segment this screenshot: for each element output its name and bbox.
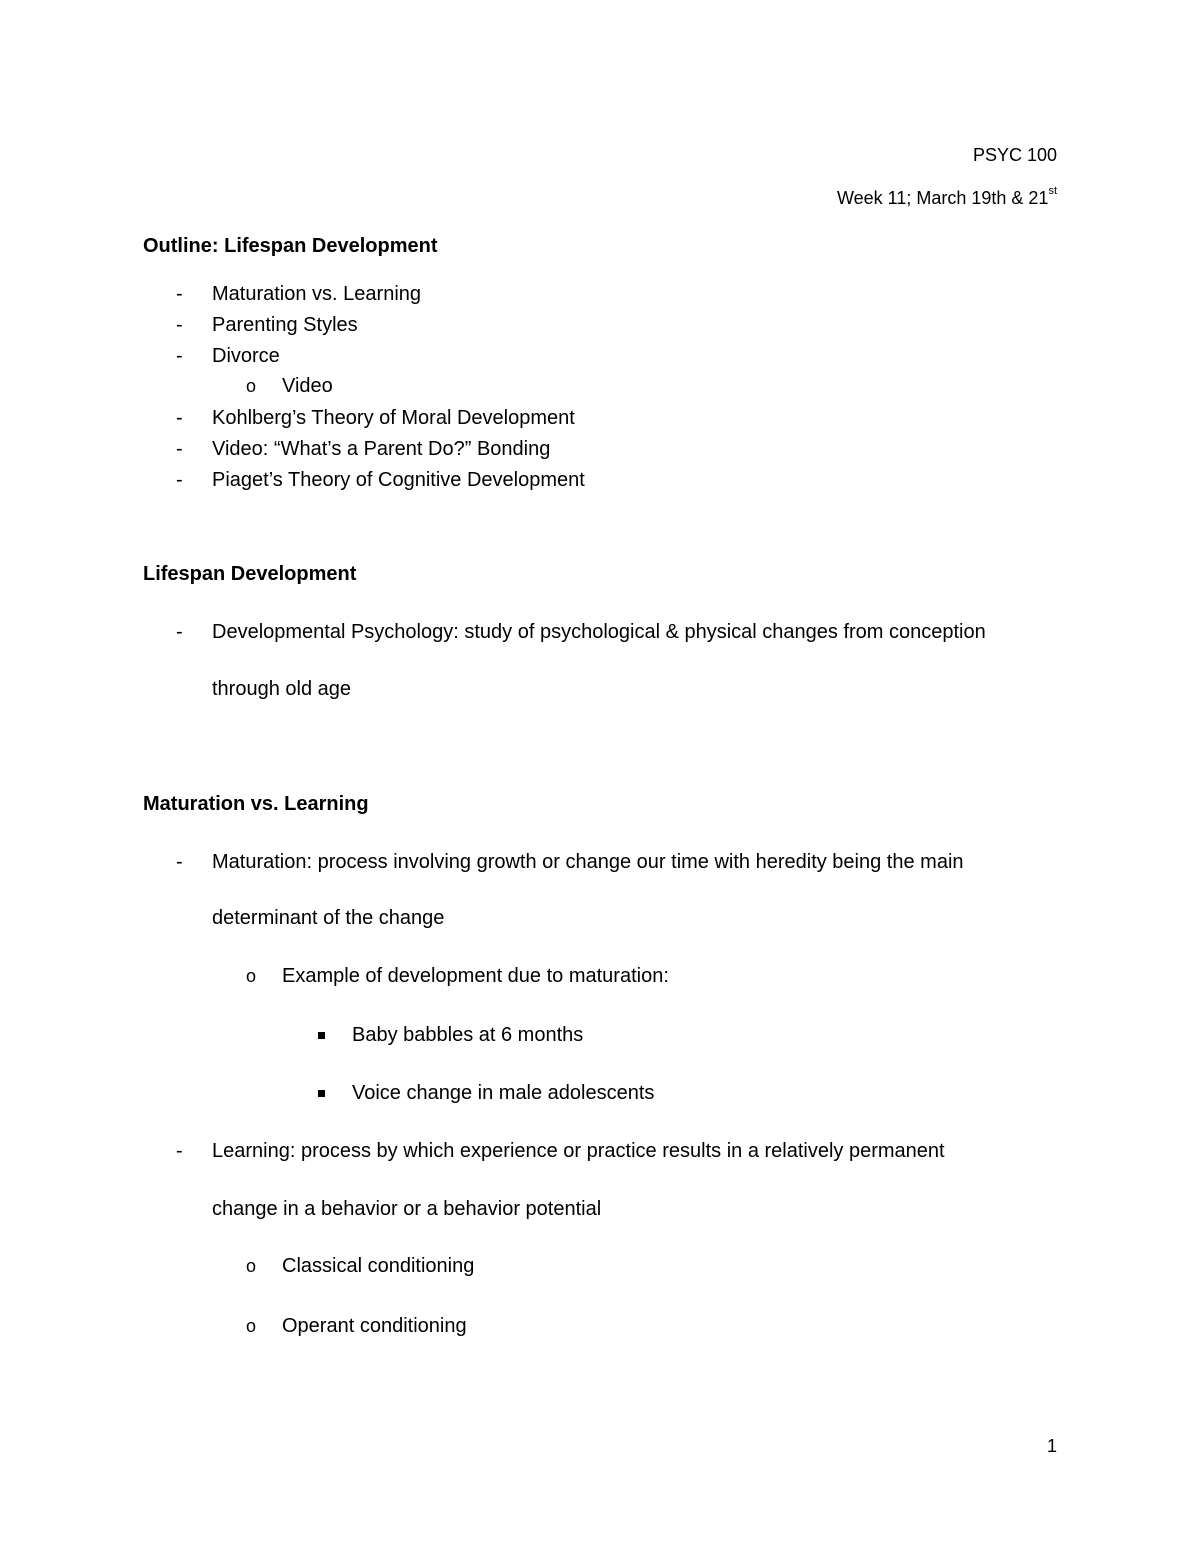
outline-item: Video: “What’s a Parent Do?” Bonding — [212, 438, 551, 460]
bullet-dash: - — [176, 283, 183, 305]
week-date-suffix: st — [1048, 185, 1057, 197]
bullet-circle: o — [246, 1256, 257, 1276]
definition-line: Developmental Psychology: study of psychological & physical changes from conception — [212, 621, 986, 643]
example-line: Example of development due to maturation: — [282, 965, 669, 987]
outline-subitem: Video — [282, 375, 333, 397]
outline-heading: Outline: Lifespan Development — [143, 235, 438, 257]
lifespan-heading: Lifespan Development — [143, 563, 357, 585]
bullet-dash: - — [176, 345, 183, 367]
definition-line: through old age — [212, 678, 352, 700]
learning-subitem: Operant conditioning — [282, 1315, 467, 1337]
outline-item: Maturation vs. Learning — [212, 283, 422, 305]
maturation-definition-line: determinant of the change — [212, 907, 445, 929]
bullet-dash: - — [176, 621, 183, 643]
bullet-dash: - — [176, 407, 183, 429]
bullet-dash: - — [176, 314, 183, 336]
bullet-dash: - — [176, 469, 183, 491]
bullet-circle: o — [246, 966, 257, 986]
week-date-text: Week 11; March 19th & 21 — [836, 188, 1049, 208]
learning-definition-line: change in a behavior or a behavior potential — [212, 1198, 602, 1220]
example-item: Baby babbles at 6 months — [352, 1024, 584, 1046]
square-bullet-icon — [318, 1090, 325, 1097]
learning-subitem: Classical conditioning — [282, 1255, 475, 1277]
bullet-dash: - — [176, 1140, 183, 1162]
outline-item: Kohlberg’s Theory of Moral Development — [212, 407, 575, 429]
bullet-circle: o — [246, 1316, 257, 1336]
learning-definition-line: Learning: process by which experience or practice results in a relatively permanent — [212, 1140, 945, 1162]
bullet-circle: o — [246, 376, 257, 396]
page-number: 1 — [1046, 1436, 1057, 1456]
outline-item: Piaget’s Theory of Cognitive Development — [212, 469, 585, 491]
maturation-definition-line: Maturation: process involving growth or change our time with heredity being the main — [212, 851, 964, 873]
course-code: PSYC 100 — [972, 145, 1057, 165]
bullet-dash: - — [176, 438, 183, 460]
outline-item: Parenting Styles — [212, 314, 358, 336]
square-bullet-icon — [318, 1032, 325, 1039]
example-item: Voice change in male adolescents — [352, 1082, 655, 1104]
week-date — [836, 185, 1057, 209]
outline-item: Divorce — [212, 345, 280, 367]
maturation-heading: Maturation vs. Learning — [143, 793, 369, 815]
bullet-dash: - — [176, 851, 183, 873]
